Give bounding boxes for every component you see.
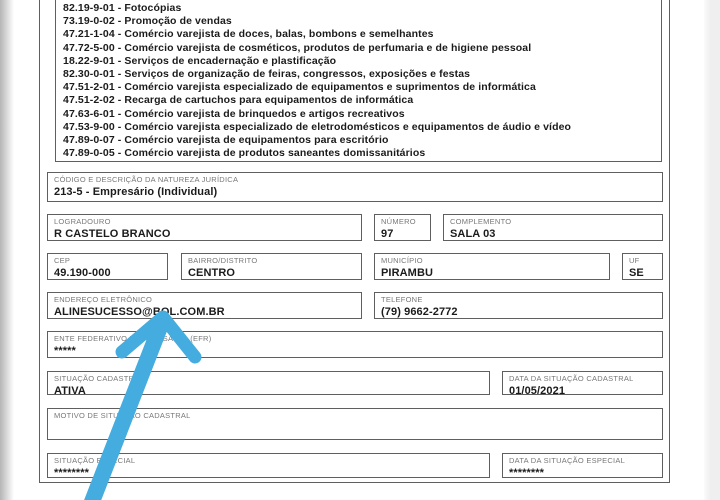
field-value: PIRAMBU [381, 266, 434, 279]
field-endereco-eletronico [47, 292, 362, 319]
field-label: CÓDIGO E DESCRIÇÃO DA NATUREZA JURÍDICA [54, 175, 239, 184]
page-edge-shadow-right [704, 0, 720, 500]
field-label: SITUAÇÃO CADASTRAL [54, 374, 144, 383]
field-value: 01/05/2021 [509, 384, 566, 395]
field-uf [622, 253, 663, 280]
field-value: 97 [381, 227, 394, 240]
field-value: ******** [509, 466, 545, 478]
field-numero [374, 214, 431, 241]
field-cep [47, 253, 168, 280]
secondary-activities-list [55, 0, 662, 162]
field-label: SITUAÇÃO ESPECIAL [54, 456, 136, 465]
field-label: MOTIVO DE SITUAÇÃO CADASTRAL [54, 411, 191, 420]
secondary-activity-line: 73.19-0-02 - Promoção de vendas [63, 15, 232, 28]
field-data-situacao-cadastral [502, 371, 663, 395]
field-value: SE [629, 266, 644, 279]
secondary-activity-line: 47.21-1-04 - Comércio varejista de doces, balas, bombons e semelhantes [63, 28, 434, 41]
field-efr [47, 331, 663, 358]
field-motivo-situacao-cadastral [47, 408, 663, 440]
field-label: UF [629, 256, 640, 265]
field-value: ALINESUCESSO@BOL.COM.BR [54, 305, 225, 318]
field-value: ******** [54, 466, 90, 478]
field-situacao-especial [47, 453, 490, 478]
field-value: SALA 03 [450, 227, 496, 240]
secondary-activity-line: 18.22-9-01 - Serviços de encadernação e plastificação [63, 54, 337, 67]
field-situacao-cadastral [47, 371, 490, 395]
secondary-activity-line: 47.89-0-07 - Comércio varejista de equipamentos para escritório [63, 134, 389, 147]
field-label: TELEFONE [381, 295, 423, 304]
field-label: ENDEREÇO ELETRÔNICO [54, 295, 153, 304]
field-value: ***** [54, 344, 76, 357]
field-value: (79) 9662-2772 [381, 305, 458, 318]
field-label: LOGRADOURO [54, 217, 111, 226]
field-label: DATA DA SITUAÇÃO ESPECIAL [509, 456, 626, 465]
secondary-activity-line: 47.53-9-00 - Comércio varejista especializado de eletrodomésticos e equipamentos de áudio e vídeo [63, 120, 572, 133]
field-telefone [374, 292, 663, 319]
secondary-activity-line: 47.51-2-02 - Recarga de cartuchos para equipamentos de informática [63, 94, 414, 107]
secondary-activity-line: 47.72-5-00 - Comércio varejista de cosméticos, produtos de perfumaria e de higiene pessoal [63, 41, 532, 54]
secondary-activity-line: 47.89-0-05 - Comércio varejista de produtos saneantes domissanitários [63, 147, 426, 160]
field-value: 49.190-000 [54, 266, 111, 279]
field-bairro-distrito [181, 253, 362, 280]
field-label: ENTE FEDERATIVO RESPONSÁVEL (EFR) [54, 334, 212, 343]
field-data-situacao-especial [502, 453, 663, 478]
secondary-activity-line: 82.30-0-01 - Serviços de organização de feiras, congressos, exposições e festas [63, 68, 471, 81]
field-value: R CASTELO BRANCO [54, 227, 171, 240]
field-municipio [374, 253, 610, 280]
field-label: CEP [54, 256, 71, 265]
secondary-activity-line: 47.63-6-01 - Comércio varejista de brinquedos e artigos recreativos [63, 107, 405, 120]
field-value: ATIVA [54, 384, 86, 395]
field-label: NÚMERO [381, 217, 416, 226]
field-label: DATA DA SITUAÇÃO CADASTRAL [509, 374, 634, 383]
field-natureza-juridica [47, 172, 663, 202]
field-logradouro [47, 214, 362, 241]
page-edge-shadow-left [0, 0, 14, 500]
secondary-activity-line: 47.51-2-01 - Comércio varejista especializado de equipamentos e suprimentos de informática [63, 81, 536, 94]
field-complemento [443, 214, 663, 241]
field-label: COMPLEMENTO [450, 217, 512, 226]
secondary-activity-line: 82.19-9-01 - Fotocópias [63, 2, 182, 14]
field-label: BAIRRO/DISTRITO [188, 256, 258, 265]
field-value: 213-5 - Empresário (Individual) [54, 185, 218, 198]
field-value: CENTRO [188, 266, 236, 279]
field-label: MUNICÍPIO [381, 256, 423, 265]
